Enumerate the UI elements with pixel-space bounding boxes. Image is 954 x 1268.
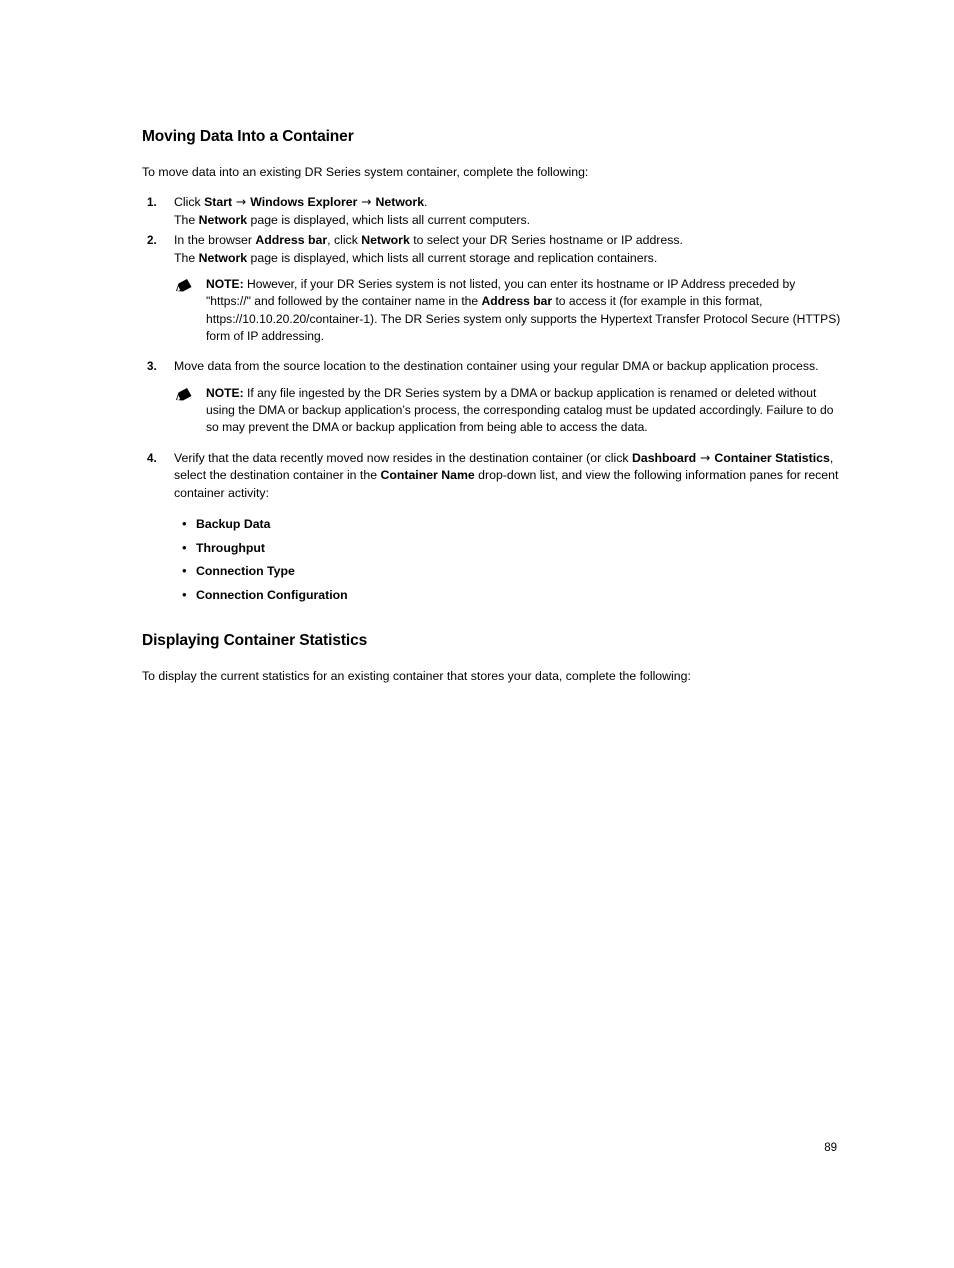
page-content <box>142 128 842 685</box>
steps-list <box>142 194 842 267</box>
bullet-list <box>142 516 842 604</box>
step-text: Verify that the data recently moved now resides in the destination container (or click Dashboard → Container Statistics, select the destination container in the Container Name drop-down list, and view the following information panes for recent container activity: <box>174 450 839 500</box>
note-pencil-icon <box>174 387 194 402</box>
steps-list-continued <box>142 358 842 376</box>
list-item <box>142 358 842 376</box>
step-text: In the browser Address bar, click Network to select your DR Series hostname or IP address. <box>174 233 683 247</box>
note-text <box>206 277 840 343</box>
section-intro-paragraph-2: To display the current statistics for an existing container that stores your data, complete the following: <box>142 668 691 683</box>
page-number: 89 <box>824 1142 837 1154</box>
steps-list-continued-2 <box>142 450 842 503</box>
step-result-text: The Network page is displayed, which lists all current computers. <box>174 212 531 227</box>
note-body: However, if your DR Series system is not listed, you can enter its hostname or IP Address preceded by "https://" and followed by the container name in the Address bar to access it (for example in this format, https://10.10.20.20/container-1). The DR Series system only supports the Hypertext Transfer Protocol Secure (HTTPS) form of IP addressing. <box>206 277 841 343</box>
list-item <box>142 194 842 229</box>
section-heading-displaying-container-statistics: Displaying Container Statistics <box>142 631 368 649</box>
note-body: If any file ingested by the DR Series system by a DMA or backup application is renamed or deleted without using the DMA or backup application’s process, the corresponding catalog must be updated accordingly. Failure to do so may prevent the DMA or backup application from being able to access the data. <box>206 385 834 435</box>
step-number: 3. <box>147 360 157 374</box>
step-number: 2. <box>147 234 157 247</box>
step-result-text: The Network page is displayed, which lists all current storage and replication containers. <box>174 250 658 265</box>
step-number: 1. <box>147 196 157 209</box>
note-label: NOTE: <box>206 385 244 400</box>
list-item <box>142 450 842 503</box>
note-callout <box>174 276 842 345</box>
list-item: • Connection Configuration <box>142 587 842 604</box>
step-text: Move data from the source location to the destination container using your regular DMA or backup application process. <box>174 359 819 374</box>
note-text <box>206 386 833 435</box>
note-label: NOTE: <box>206 277 244 291</box>
list-item: • Throughput <box>142 540 842 557</box>
list-item: • Connection Type <box>142 563 842 580</box>
note-callout <box>174 385 842 437</box>
list-item: • Backup Data <box>142 516 842 533</box>
note-pencil-icon <box>174 278 194 293</box>
page-title: Moving Data Into a Container <box>142 128 354 145</box>
step-text: Click Start → Windows Explorer → Network. <box>174 195 428 209</box>
step-number: 4. <box>147 451 157 465</box>
list-item <box>142 232 842 267</box>
section-intro-paragraph: To move data into an existing DR Series system container, complete the following: <box>142 165 589 179</box>
